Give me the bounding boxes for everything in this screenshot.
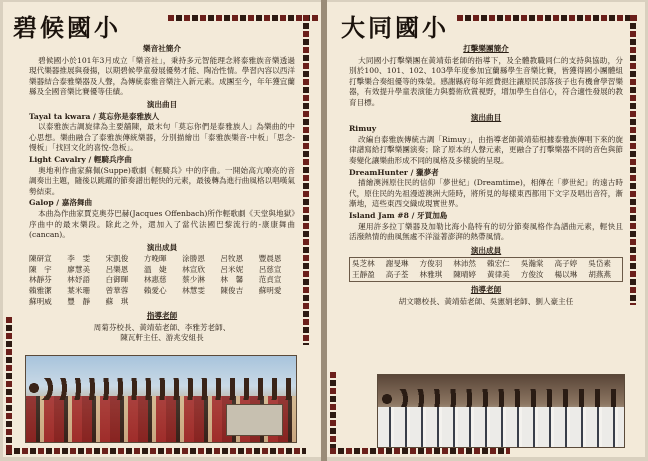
intro-heading: 樂音社簡介 (143, 44, 181, 53)
member-name: 賴雅潔 (29, 286, 52, 296)
member-name: 林沛然 (453, 259, 477, 269)
member-name: 豐 靜 (67, 296, 91, 306)
member-name: 吳芝林 (352, 259, 375, 269)
member-name: 白御暉 (105, 275, 129, 285)
piece-text: 以泰雅族古調旋律為主要舖陳，最末句「莫忘你們是泰雅族人」為樂曲的中心思想。樂曲融合了泰雅族傳統樂器，分別描繪出「泰雅族樂音-中板」「思念-慢板」「找回文化的喜悅-急板」。 (29, 122, 295, 153)
performers-illustration (378, 407, 624, 447)
member-name: 謝旻琳 (385, 259, 409, 269)
member-name: 方俊汝 (520, 269, 544, 279)
teachers-heading: 指導老師 (146, 311, 178, 321)
member-name: 吳岱素 (588, 259, 612, 269)
member-name: 林靜芬 (29, 275, 52, 285)
member-name: 高子婷 (554, 259, 578, 269)
members-heading: 演出成員 (470, 245, 502, 255)
piece-title: Island Jam #8 / 牙買加島 (349, 210, 448, 220)
member-name: 蔡少淋 (182, 275, 205, 285)
tribal-border-left (6, 317, 12, 455)
member-name: 方俊羽 (419, 259, 443, 269)
member-name: 呂樂恩 (105, 264, 129, 274)
member-name: 蘇明愛 (258, 286, 282, 296)
member-name: 吳瀚棠 (520, 259, 544, 269)
teachers-line: 胡文聰校長、黃靖茹老師、吳憲娟老師、劉人豪主任 (398, 297, 574, 307)
member-name: 黃律美 (487, 269, 510, 279)
datong-group-photo (377, 374, 625, 448)
intro-text: 碧候國小於101年3月成立「樂音社」，秉持多元智能理念將泰雅族音樂透過現代樂器推展與發揚，以期碧候學童發展優勢才能、陶冶性情。學習內容以西洋樂器結合泰雅樂器及人聲，為傳統泰雅音樂注入新元素。成團至今，年年獲宜蘭縣及全國音樂比賽優等佳績。 (29, 55, 295, 97)
member-name: 溫 婕 (143, 264, 167, 274)
member-name: 林 馨 (220, 275, 244, 285)
piece-title: Rimuy (349, 124, 377, 134)
teachers-line: 陳瓦軒主任、游兆安組長 (120, 333, 204, 343)
intro-heading: 打擊樂團簡介 (463, 44, 509, 53)
left-content (29, 42, 295, 344)
member-name: 呂牧恩 (220, 254, 244, 264)
member-name: 林妤語 (67, 275, 91, 285)
member-name: 高子荃 (385, 269, 409, 279)
member-name: 蘇 琪 (105, 296, 129, 306)
member-name: 林宣欣 (182, 264, 205, 274)
member-name: 王靜盈 (352, 269, 375, 279)
member-name: 廖慧美 (67, 264, 91, 274)
piece-text: 描繪澳洲原住民的信仰「夢世紀」(Dreamtime)，相傳在「夢世紀」的遠古時代，原住民的先祖漫遊澳洲大陸時，將所見的每樣東西都用下文字及唱出音符，漸漸地，這些東西交織成現實世界。 (349, 178, 623, 209)
member-name: 陳研宣 (29, 254, 52, 264)
piece-title: DreamHunter / 獵夢者 (349, 167, 439, 177)
page-title: 大同國小 (341, 13, 449, 42)
member-name: 宋凱俊 (105, 254, 129, 264)
member-name: 陳 宇 (29, 264, 52, 274)
page-datong (327, 2, 645, 457)
member-name: 楊以琳 (554, 269, 578, 279)
member-name: 方晚暉 (143, 254, 167, 264)
piece-title: Tayal ta kwara / 莫忘你是泰雅族人 (29, 111, 160, 121)
accordion-illustration (226, 404, 283, 436)
piece-text: 本曲為作曲家賈克奧芬巴赫(Jacques Offenbach)所作輕歌劇《天堂與地獄》序曲中的最末樂段。除此之外，還加入了當代法國巴黎流行的-康康舞曲(cancan)。 (29, 208, 295, 240)
performers-heads (378, 389, 624, 409)
member-name: 林雅琪 (419, 269, 443, 279)
member-name: 曾華蓉 (105, 286, 129, 296)
tribal-border-top (457, 15, 637, 21)
page-title: 碧候國小 (13, 13, 121, 42)
teachers-heading: 指導老師 (470, 285, 502, 295)
members-heading: 演出成員 (146, 242, 178, 252)
program-heading: 演出曲目 (470, 112, 502, 122)
right-content (349, 42, 623, 308)
member-name: 呂慈宣 (258, 264, 282, 274)
tribal-border-bottom (6, 448, 306, 454)
member-name: 陳晴婷 (453, 269, 477, 279)
member-name: 李 雯 (67, 254, 91, 264)
member-name: 賴宏仁 (487, 259, 510, 269)
program-heading: 演出曲目 (146, 99, 178, 109)
piece-text: 奧地利作曲家蘇佩(Suppe)歌劇《輕騎兵》中的序曲。一開始高亢嘹亮的音調奏出主題，隨後以跳躍的節奏譜出輕快的元素，最後轉為進行曲風格以唱嘆氣勢結束。 (29, 165, 295, 196)
intro-text: 大同國小打擊樂團在黃靖茹老師的指導下，及全體教職同仁的支持與協助，分別於100、101、102、103學年度參加宜蘭縣學生音樂比賽，皆獲得國小團體組打擊樂合奏組優等的殊榮。感謝縣府每年經費挹注讓原民部落孩子也有機會學習樂器，有效提升學童表演能力與藝術欣賞視野，增加學生自信心，符合適性發展的教育目標。 (349, 55, 623, 107)
tribal-border-top (168, 15, 318, 21)
teachers-line: 周菊芬校長、黃靖茹老師、李雅芳老師、 (93, 322, 231, 332)
member-name: 葉米珊 (67, 286, 91, 296)
member-name: 賴愛心 (143, 286, 167, 296)
members-list (29, 254, 295, 307)
tribal-border-bottom (330, 448, 510, 454)
member-name: 呂米妮 (220, 264, 244, 274)
page-bihou (3, 2, 321, 457)
member-name: 陳俊吉 (220, 286, 244, 296)
members-list (349, 257, 623, 282)
piece-text: 改編自泰雅族傳統古調「Rimuy」，由指導老師黃靖茹根據泰雅族傳唱下來的旋律譜寫給打擊樂團演奏；除了原本的人聲元素，更融合了打擊樂器不同的音色與節奏變化讓樂曲形成不同的風格及多樣貌的呈現。 (349, 134, 623, 165)
member-name: 豐晨恩 (258, 254, 282, 264)
tribal-border-left (330, 372, 336, 454)
performers-heads (26, 378, 296, 400)
bihou-band-photo (25, 355, 297, 443)
member-name: 林慧雯 (182, 286, 205, 296)
member-name: 胡燕燕 (588, 269, 612, 279)
piece-title: Light Cavalry / 輕騎兵序曲 (29, 154, 132, 164)
member-name: 蘇明威 (29, 296, 52, 306)
piece-title: Galop / 嘉洛舞曲 (29, 198, 93, 208)
member-name: 涂勝恩 (182, 254, 205, 264)
tribal-border-right (630, 15, 636, 305)
member-name: 林惠慈 (143, 275, 167, 285)
tribal-border-right (303, 15, 309, 345)
piece-text: 運用許多拉丁樂器及加勒比海小島特有的切分節奏風格作為譜曲元素，輕快且活潑熱情的曲風無處不洋溢著澎湃的熱帶風情。 (349, 221, 623, 242)
member-name: 范貞宣 (258, 275, 282, 285)
